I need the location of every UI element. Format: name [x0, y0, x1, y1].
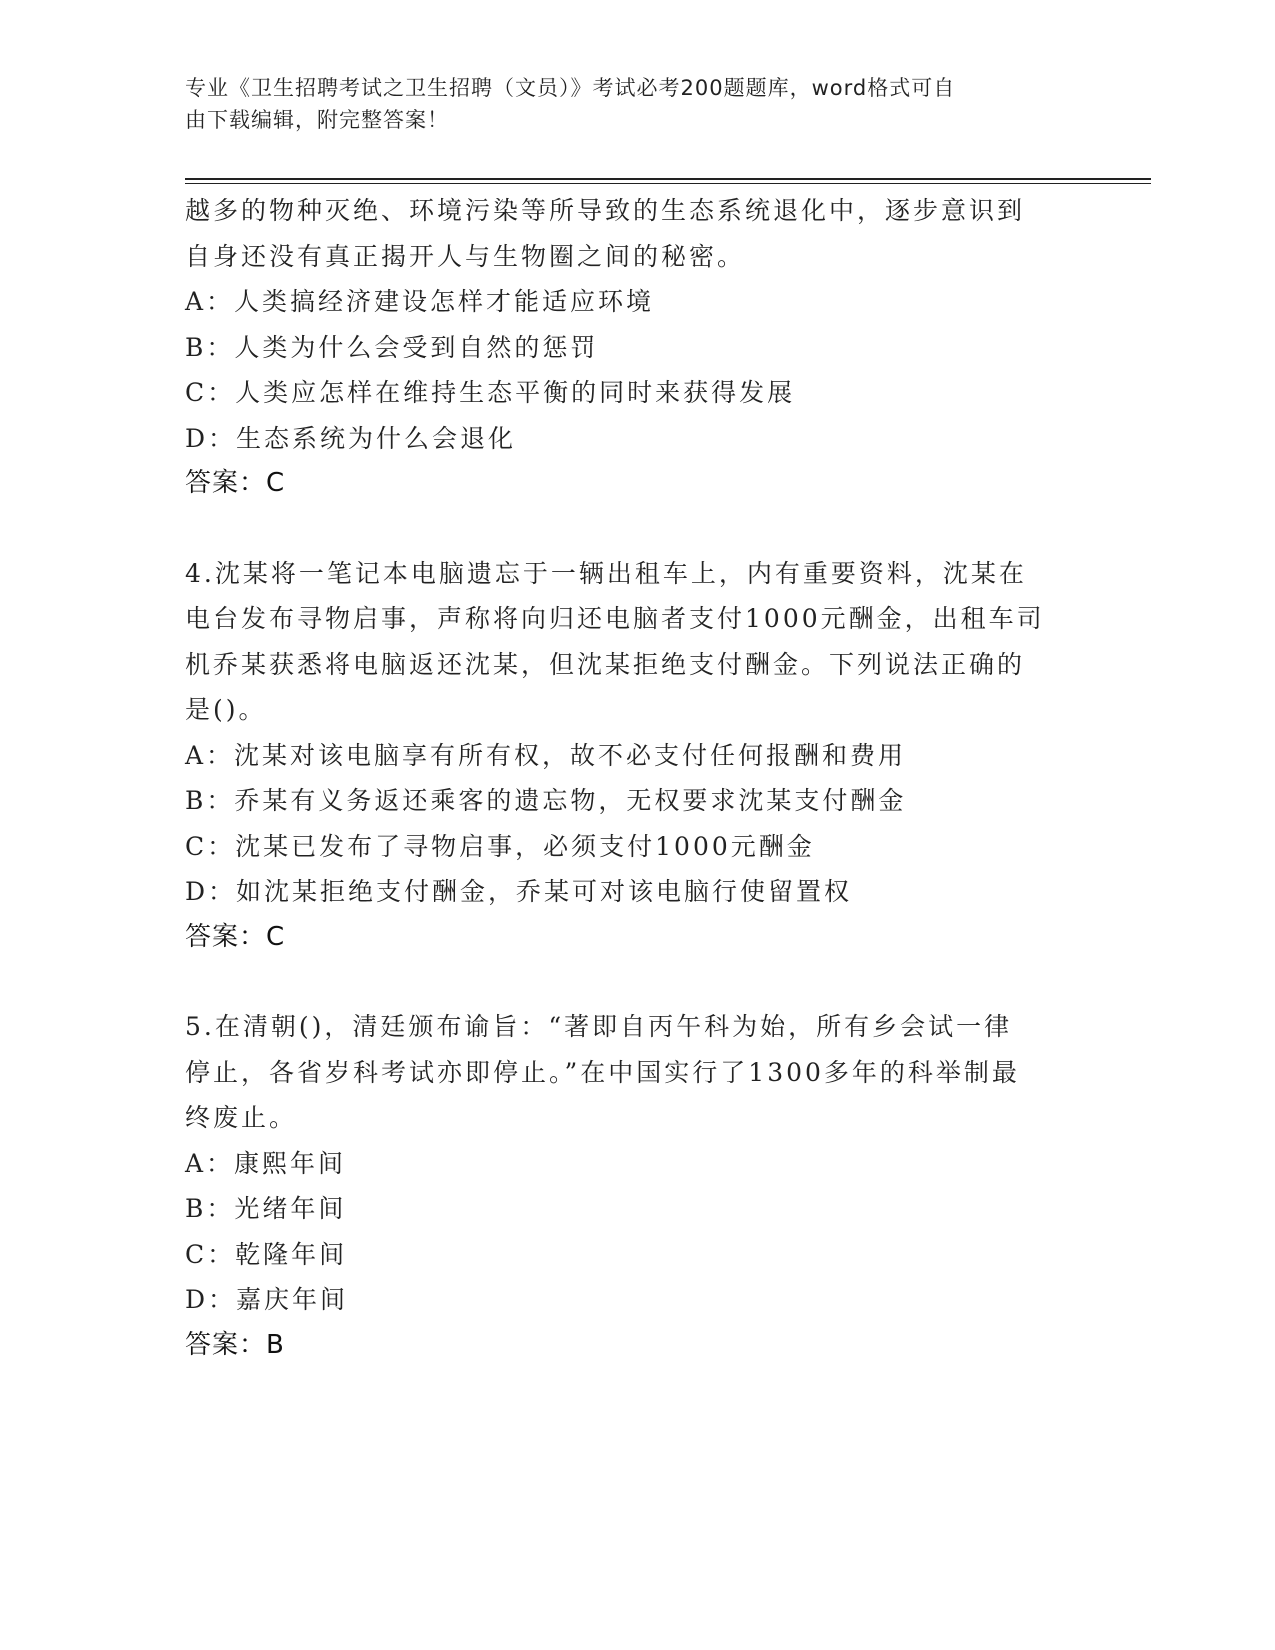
option-d: D：嘉庆年间: [185, 1285, 349, 1314]
header-rule-thin: [185, 183, 1151, 184]
option-d: D：生态系统为什么会退化: [185, 423, 517, 453]
question-stem-line: 5.在清朝()，清廷颁布谕旨：“著即自丙午科为始，所有乡会试一律: [185, 1012, 1013, 1041]
question-4: [185, 551, 1085, 961]
option-b: B：光绪年间: [185, 1194, 347, 1223]
option-c: C：乾隆年间: [185, 1239, 348, 1269]
option-c: C：沈某已发布了寻物启事，必须支付1000元酬金: [185, 831, 815, 861]
option-b: B：乔某有义务返还乘客的遗忘物，无权要求沈某支付酬金: [185, 786, 907, 815]
question-stem-line: 越多的物种灭绝、环境污染等所导致的生态系统退化中，逐步意识到: [185, 196, 1026, 225]
document-body: [185, 188, 1085, 1368]
question-3: [185, 188, 1085, 507]
option-a: A：沈某对该电脑享有所有权，故不必支付任何报酬和费用: [185, 740, 907, 770]
question-stem-line: 是()。: [185, 695, 267, 724]
answer-line: 答案：C: [185, 468, 286, 498]
header-line-1: 专业《卫生招聘考试之卫生招聘（文员）》考试必考200题题库，word格式可自: [185, 76, 956, 100]
question-stem-line: 4.沈某将一笔记本电脑遗忘于一辆出租车上，内有重要资料，沈某在: [185, 558, 1027, 588]
answer-line: 答案：C: [185, 921, 286, 952]
header-line-2: 由下载编辑，附完整答案！: [185, 108, 449, 132]
option-b: B：人类为什么会受到自然的惩罚: [185, 332, 599, 362]
question-stem-line: 终废止。: [185, 1103, 298, 1132]
header-rule-thick: [185, 178, 1151, 180]
question-stem-line: 电台发布寻物启事，声称将向归还电脑者支付1000元酬金，出租车司: [185, 604, 1045, 633]
question-stem-line: 自身还没有真正揭开人与生物圈之间的秘密。: [185, 241, 746, 271]
question-5: [185, 1004, 1085, 1368]
question-stem-line: 机乔某获悉将电脑返还沈某，但沈某拒绝支付酬金。下列说法正确的: [185, 649, 1026, 679]
option-a: A：康熙年间: [185, 1148, 347, 1178]
question-stem-line: 停止，各省岁科考试亦即停止。”在中国实行了1300多年的科举制最: [185, 1057, 1020, 1087]
document-header: [185, 72, 1065, 136]
option-a: A：人类搞经济建设怎样才能适应环境: [185, 287, 655, 316]
answer-line: 答案：B: [185, 1329, 285, 1360]
option-c: C：人类应怎样在维持生态平衡的同时来获得发展: [185, 378, 796, 407]
option-d: D：如沈某拒绝支付酬金，乔某可对该电脑行使留置权: [185, 877, 853, 906]
